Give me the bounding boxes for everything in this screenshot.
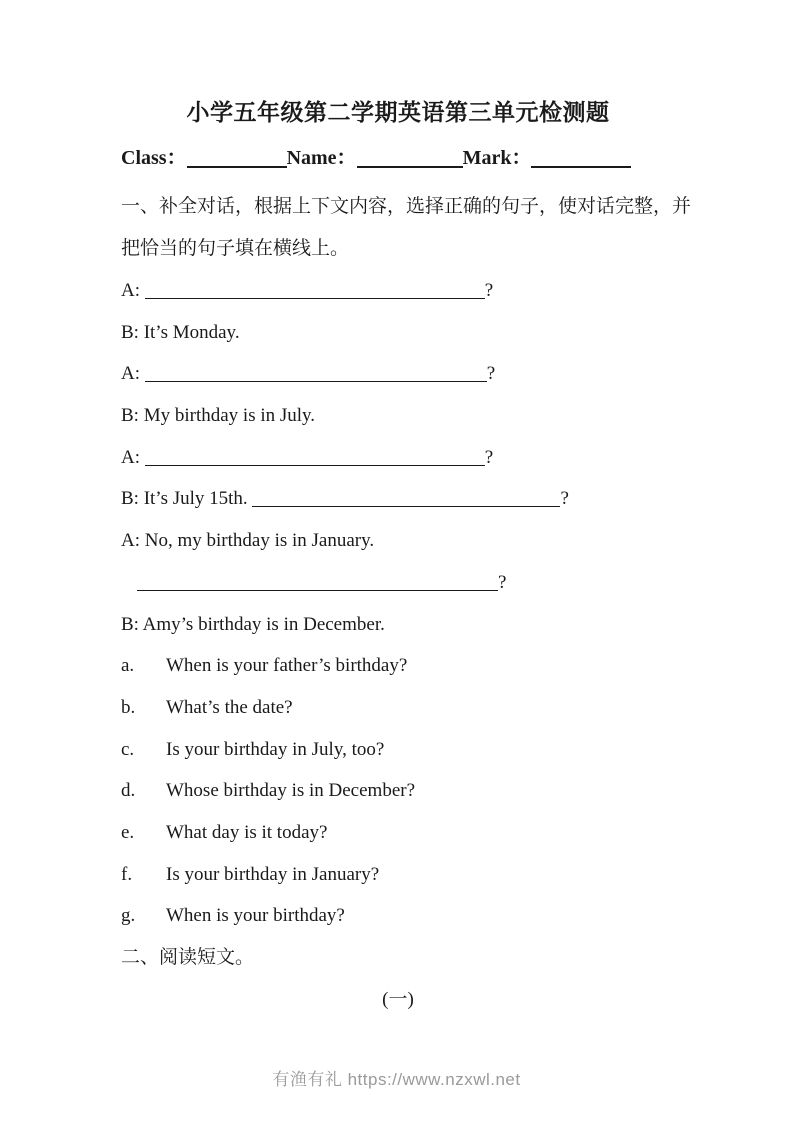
option-item — [121, 645, 675, 687]
option-text: Is your birthday in January? — [166, 863, 380, 885]
option-letter: e. — [121, 821, 135, 843]
section-one-heading — [121, 186, 692, 270]
option-item — [121, 854, 675, 896]
option-letter: a. — [121, 655, 135, 677]
header-fields-row — [121, 144, 675, 172]
option-text: When is your birthday? — [166, 905, 345, 927]
page-title: 小学五年级第二学期英语第三单元检测题 — [186, 100, 610, 125]
option-letter: c. — [121, 738, 135, 760]
dialogue-text: ? — [498, 571, 507, 593]
passage-label: (一) — [382, 989, 414, 1010]
field-label: Class： — [121, 147, 187, 169]
dialogue-text: B: It’s Monday. — [121, 321, 240, 343]
field-blank — [531, 146, 631, 168]
option-text: What’s the date? — [166, 696, 293, 718]
dialogue-text: B: My birthday is in July. — [121, 405, 316, 427]
dialogue-line — [121, 395, 675, 437]
option-item — [121, 729, 675, 771]
option-item — [121, 812, 675, 854]
dialogue-line — [121, 312, 675, 354]
answer-blank — [137, 572, 498, 591]
answer-blank — [145, 447, 485, 466]
field-blank — [187, 146, 287, 168]
option-text: Is your birthday in July, too? — [166, 738, 385, 760]
option-letter: f. — [121, 863, 133, 885]
dialogue-text: ? — [484, 280, 494, 301]
dialogue-text: ? — [486, 363, 496, 385]
dialogue-text: B: Amy’s birthday is in December. — [121, 613, 385, 635]
field-label: Mark： — [462, 147, 532, 169]
answer-blank — [252, 488, 560, 507]
dialogue-line — [121, 478, 675, 520]
dialogue-text: ? — [484, 446, 494, 468]
footer-watermark: 有渔有礼 https://www.nzxwl.net — [272, 1070, 521, 1089]
dialogue-text: A: — [121, 363, 145, 385]
dialogue-line — [121, 562, 675, 604]
dialogue-line — [121, 353, 675, 395]
section-two-heading: 二、阅读短文。 — [121, 947, 255, 968]
section-one-heading-line1: 一、补全对话，根据上下文内容，选择正确的句子，使对话完整，并 — [121, 196, 692, 217]
dialogue-text: A: — [121, 446, 145, 468]
answer-blank — [145, 363, 487, 382]
options-list — [121, 645, 675, 937]
option-letter: d. — [121, 780, 136, 802]
field-label: Name： — [286, 147, 357, 169]
option-letter: g. — [121, 905, 136, 927]
option-text: Whose birthday is in December? — [166, 780, 416, 802]
option-item — [121, 687, 675, 729]
section-one-heading-line2: 把恰当的句子填在横线上。 — [121, 238, 350, 259]
dialogue-list — [121, 270, 675, 645]
dialogue-line — [121, 520, 675, 562]
option-text: What day is it today? — [166, 821, 328, 843]
dialogue-text: A: — [121, 280, 145, 301]
dialogue-text: ? — [560, 488, 569, 510]
option-item — [121, 770, 675, 812]
option-letter: b. — [121, 696, 136, 718]
dialogue-text: B: It’s July 15th. — [121, 488, 253, 510]
dialogue-line — [121, 437, 675, 479]
answer-blank — [145, 280, 485, 299]
field-blank — [357, 146, 463, 168]
option-text: When is your father’s birthday? — [166, 655, 408, 677]
dialogue-text: A: No, my birthday is in January. — [121, 530, 375, 552]
option-item — [121, 895, 675, 937]
dialogue-line — [121, 270, 675, 312]
dialogue-line — [121, 604, 675, 646]
